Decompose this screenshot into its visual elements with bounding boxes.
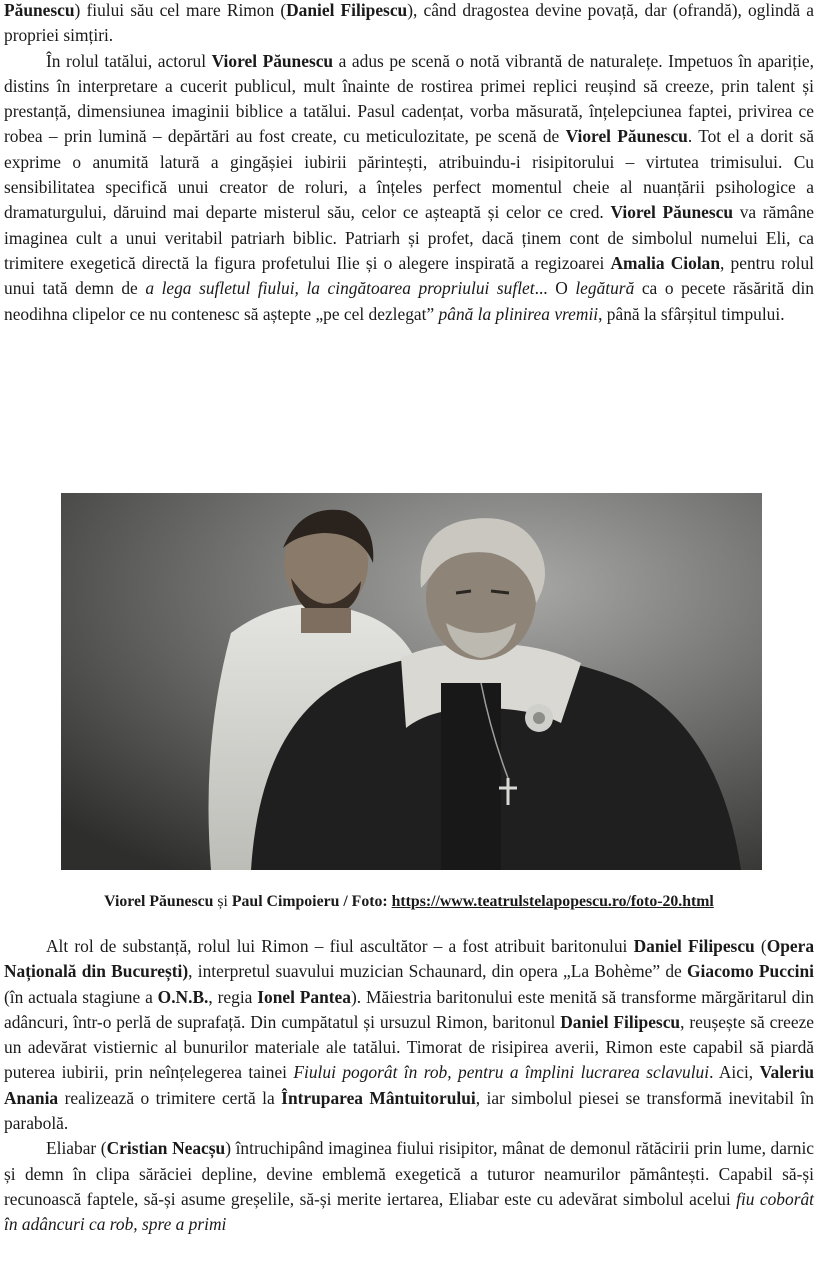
text-run: . Tot el a dorit să exprime o anumită latură a gingășiei iubirii părintești, atribuindu-i risipitorului – virtutea trimisului. Cu sensibilitatea specifică unui creator de roluri, a înțeles perfect momentul cheie al nuanțării psihologice a dramaturgului, dăruind mai departe misterul său, celor ce așteaptă și celor ce cred.	[4, 126, 814, 223]
caption-text: și	[213, 893, 232, 910]
paragraph-1	[4, 0, 814, 49]
italic-quote: a lega sufletul fiului, la cingătoarea propriului suflet	[145, 278, 535, 299]
text-block-top	[4, 0, 814, 327]
italic-quote: până la plinirea vremii	[438, 303, 599, 324]
paragraph-3	[4, 934, 814, 1136]
name-bold: Viorel Păunescu	[610, 202, 734, 223]
name-bold: Opera Națională din București)	[4, 936, 815, 982]
name-bold: Viorel Păunescu	[211, 50, 334, 71]
text-run: Alt rol de substanță, rolul lui Rimon – fiul ascultător – a fost atribuit baritonului	[46, 936, 634, 956]
italic-quote: Fiului pogorât în rob, pentru a împlini lucrarea sclavului	[293, 1062, 710, 1083]
paragraph-2	[4, 49, 814, 327]
text-run: a adus pe scenă o notă vibrantă de naturalețe. Impetuos în apariție, distins în interpretare a cucerit publicul, mult înainte de rostirea primei replici reușind să creeze, prin talent și prestanță, dimensiunea imaginii biblice a tatălui. Pasul cadențat, vorba măsurată, înțelepciunea faptei, privirea ce robea – prin lumină – depărtări au fost create, cu meticulozitate, pe scenă de	[4, 50, 814, 147]
text-run: , pentru rolul unui tată demn de	[4, 252, 814, 299]
photo-caption	[4, 889, 814, 914]
photo-source-link[interactable]: https://www.teatrulstelapopescu.ro/foto-20.html	[391, 893, 714, 910]
stage-photo	[61, 493, 762, 870]
text-run: Eliabar (	[46, 1138, 107, 1159]
text-run: (	[754, 936, 767, 956]
text-run: ) întruchipând imaginea fiului risipitor, mânat de demonul rătăcirii prin lume, darnic și demn în clipa sărăciei depline, devine emblemă exegetică a tuturor neamurilor pământești. Capabil să-și recunoască faptele, să-și asume greșelile, să-și merite iertarea, Eliabar este cu adevărat simbolul acelui	[4, 1138, 815, 1209]
text-run: , reușește să creeze un adevărat vistiernic al bunurilor materiale ale tatălui. Timorat de risipirea averii, Rimon este capabil să piardă puterea iubirii, prin neînțelegerea tainei	[4, 1011, 815, 1083]
paragraph-4	[4, 1136, 814, 1237]
name-bold: Ionel Pantea	[257, 986, 351, 1007]
text-run: , iar simbolul piesei se transformă inevitabil în parabolă.	[4, 1087, 814, 1134]
name-bold: O.N.B.	[157, 986, 209, 1007]
name-bold: Daniel Filipescu	[633, 936, 755, 956]
text-run: , interpretul suavului muzician Schaunard, din opera „La Bohème” de	[188, 961, 688, 982]
text-run: În rolul tatălui, actorul	[46, 50, 212, 71]
text-run: ), când dragostea devine povață, dar (ofrandă), oglindă a propriei simțiri.	[4, 0, 814, 46]
name-bold: Giacomo Puccini	[687, 961, 814, 982]
text-run: ca o pecete răsărită din neodihna clipelor ce nu contenesc să aștepte „pe cel dezlegat”	[4, 278, 814, 324]
caption-name: Paul Cimpoieru	[231, 893, 340, 910]
name-bold: Valeriu Anania	[4, 1062, 814, 1108]
name-bold: Întruparea Mântuitorului	[281, 1087, 476, 1108]
italic-quote: legătură	[575, 278, 635, 299]
text-run: , până la sfârșitul timpului.	[598, 303, 785, 324]
italic-quote: fiu coborât în adâncuri ca rob, spre a primi	[4, 1188, 814, 1235]
text-run: ... O	[534, 278, 576, 299]
text-run: (în actuala stagiune a	[4, 986, 158, 1007]
name-bold: Păunescu	[4, 0, 75, 20]
name-bold: Daniel Filipescu	[286, 0, 408, 20]
text-run: ) fiului său cel mare Rimon (	[74, 0, 287, 20]
name-bold: Amalia Ciolan	[610, 252, 721, 273]
text-run: , regia	[208, 986, 258, 1007]
text-block-bottom	[4, 934, 814, 1238]
caption-name: Viorel Păunescu	[104, 893, 214, 910]
name-bold: Viorel Păunescu	[565, 126, 688, 147]
photo-illustration	[61, 493, 762, 870]
name-bold: Daniel Filipescu	[560, 1011, 681, 1032]
text-run: realizează o trimitere certă la	[58, 1087, 282, 1108]
text-run: . Aici,	[709, 1062, 760, 1083]
name-bold: Cristian Neacșu	[106, 1138, 226, 1159]
text-run: ). Măiestria baritonului este menită să transforme mărgăritarul din adâncuri, într-o perlă de suprafață. Din cumpătatul și ursuzul Rimon, baritonul	[4, 986, 815, 1032]
caption-text: / Foto:	[339, 893, 392, 910]
text-run: va rămâne imaginea cult a unui veritabil patriarh biblic. Patriarh și profet, dacă ținem cont de simbolul numelui Eli, ca trimitere exegetică directă la figura profetului Ilie și o alegere inspirată a regizoarei	[4, 202, 814, 273]
